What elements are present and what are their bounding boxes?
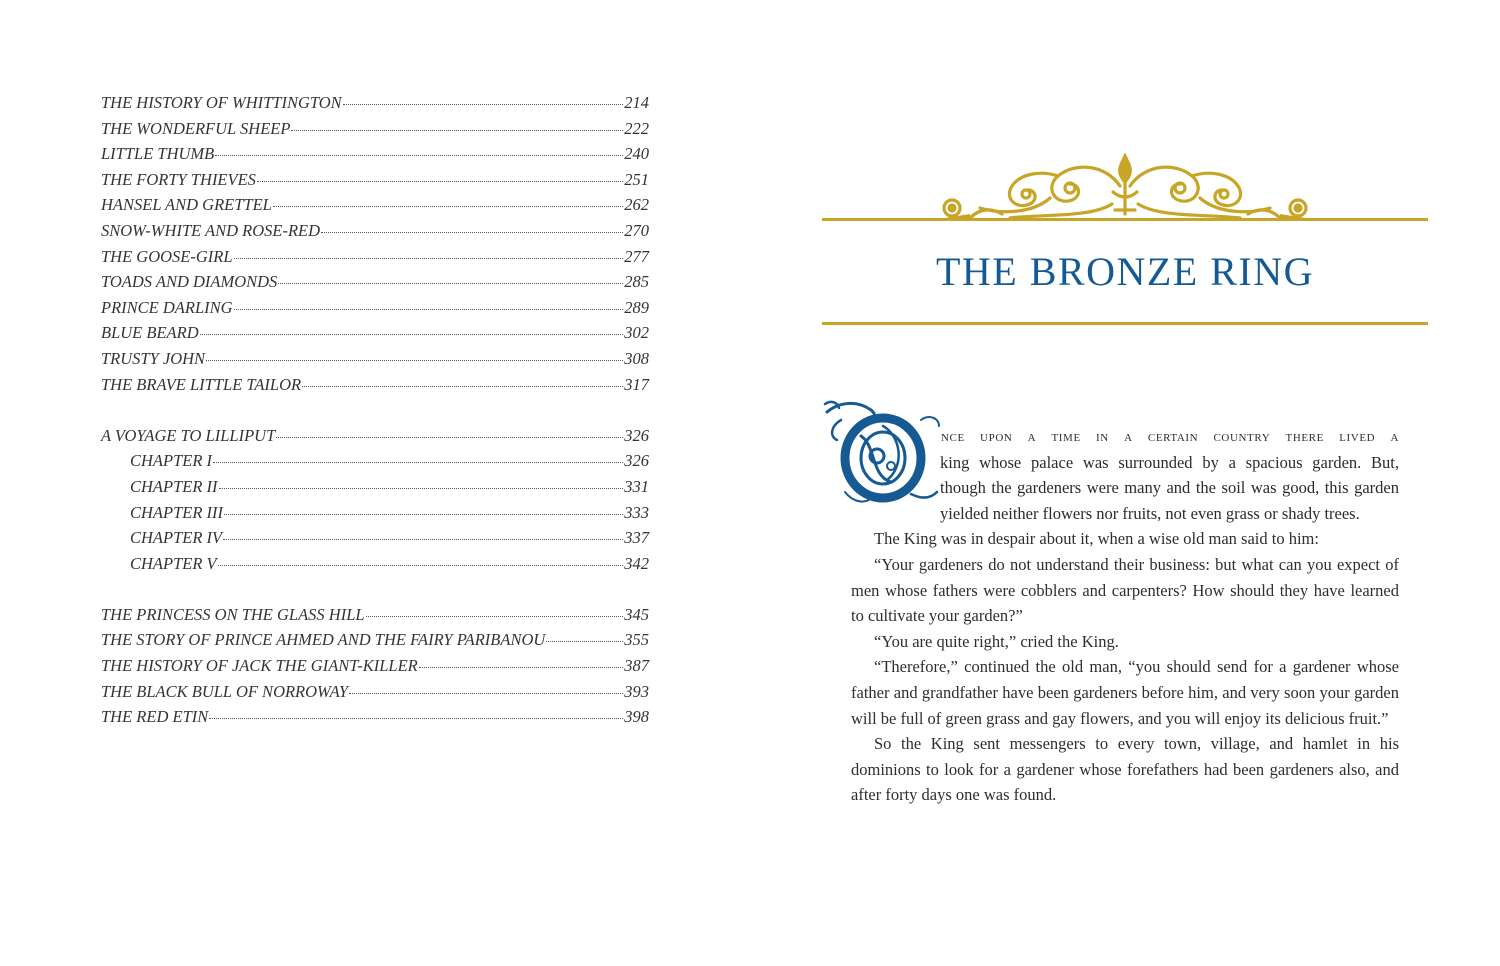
- paragraph: So the King sent messengers to every town, village, and hamlet in his dominions to look for a gardener whose forefathers had been gardeners also, and after forty days one was found.: [851, 734, 1399, 805]
- toc-page-number: 262: [624, 195, 649, 215]
- toc-entry: [101, 269, 649, 295]
- toc-entry: [101, 372, 649, 398]
- title-rule: [822, 322, 1428, 325]
- opening-line: king whose palace was surrounded by a spacious garden. But,: [940, 452, 1399, 472]
- toc-subentry: [101, 551, 649, 577]
- toc-leader-dots: [234, 309, 624, 310]
- toc-page-number: 222: [624, 118, 649, 138]
- toc-page-number: 337: [624, 528, 649, 548]
- toc-entry-title: THE STORY OF PRINCE AHMED AND THE FAIRY PARIBANOU: [101, 630, 546, 650]
- toc-entry-title: THE BLACK BULL OF NORROWAY: [101, 681, 348, 701]
- right-page: [750, 0, 1500, 966]
- toc-leader-dots: [234, 258, 624, 259]
- toc-entry-title: CHAPTER I: [130, 451, 213, 471]
- toc-entry-title: BLUE BEARD: [101, 323, 199, 343]
- toc-leader-dots: [223, 539, 623, 540]
- toc-page-number: 317: [624, 374, 649, 394]
- ornament-header: [820, 152, 1430, 224]
- opening-line: yielded neither flowers nor fruits, not even grass or shady trees.: [940, 503, 1360, 523]
- toc-page-number: 326: [624, 425, 649, 445]
- toc-leader-dots: [302, 386, 623, 387]
- toc-leader-dots: [366, 616, 624, 617]
- toc-page-number: 345: [624, 604, 649, 624]
- toc-subentry: [101, 474, 649, 500]
- toc-page-number: 285: [624, 272, 649, 292]
- toc-entry: [101, 320, 649, 346]
- toc-entry: [101, 679, 649, 705]
- toc-leader-dots: [419, 667, 624, 668]
- toc-entry-title: THE FORTY THIEVES: [101, 169, 256, 189]
- toc-entry-title: CHAPTER V: [130, 553, 217, 573]
- table-of-contents: [101, 90, 649, 755]
- toc-page-number: 302: [624, 323, 649, 343]
- toc-entry: [101, 116, 649, 142]
- chapter-title: THE BRONZE RING: [935, 249, 1315, 294]
- toc-page-number: 270: [624, 220, 649, 240]
- opening-line: though the gardeners were many and the soil was good, this garden: [940, 478, 1399, 498]
- toc-entry-title: THE HISTORY OF WHITTINGTON: [101, 93, 342, 112]
- toc-entry: [101, 141, 649, 167]
- toc-group: [101, 423, 649, 577]
- toc-entry: [101, 346, 649, 372]
- toc-entry-title: SNOW-WHITE AND ROSE-RED: [101, 220, 321, 240]
- toc-entry-title: THE PRINCESS ON THE GLASS HILL: [101, 604, 365, 624]
- toc-leader-dots: [213, 462, 623, 463]
- toc-entry: [101, 218, 649, 244]
- toc-page-number: 251: [624, 169, 649, 189]
- toc-leader-dots: [546, 641, 623, 642]
- toc-entry: [101, 90, 649, 116]
- toc-leader-dots: [218, 565, 624, 566]
- toc-page-number: 240: [624, 144, 649, 164]
- toc-leader-dots: [278, 283, 623, 284]
- toc-page-number: 214: [624, 93, 649, 112]
- opening-line: nce upon a time in a certain country there lived a: [941, 428, 1399, 445]
- toc-group: [101, 90, 649, 397]
- toc-entry-title: THE RED ETIN: [101, 707, 209, 727]
- toc-leader-dots: [349, 693, 623, 694]
- toc-page-number: 398: [624, 707, 649, 727]
- toc-page-number: 355: [624, 630, 649, 650]
- toc-subentry: [101, 448, 649, 474]
- toc-entry: [101, 704, 649, 730]
- toc-entry: [101, 167, 649, 193]
- toc-entry-title: A VOYAGE TO LILLIPUT: [101, 425, 276, 445]
- toc-entry-title: THE HISTORY OF JACK THE GIANT-KILLER: [101, 656, 418, 676]
- toc-page-number: 333: [624, 502, 649, 522]
- toc-leader-dots: [206, 360, 623, 361]
- toc-entry-title: TOADS AND DIAMONDS: [101, 272, 278, 292]
- toc-entry-title: HANSEL AND GRETTEL: [101, 195, 272, 215]
- toc-page-number: 308: [624, 348, 649, 368]
- toc-leader-dots: [200, 334, 624, 335]
- paragraph: “Therefore,” continued the old man, “you should send for a gardener whose father and grandfather have been gardeners before him, and very soon your garden will be full of green grass and gay flowers, and you will enjoy its delicious fruit.”: [851, 657, 1399, 728]
- toc-entry: [101, 423, 649, 449]
- toc-leader-dots: [273, 206, 623, 207]
- toc-entry: [101, 192, 649, 218]
- toc-entry-title: THE GOOSE-GIRL: [101, 246, 233, 266]
- toc-page-number: 326: [624, 451, 649, 471]
- toc-subentry: [101, 525, 649, 551]
- toc-leader-dots: [257, 181, 623, 182]
- toc-subentry: [101, 500, 649, 526]
- toc-page-number: 342: [624, 553, 649, 573]
- toc-entry-title: CHAPTER II: [130, 476, 218, 496]
- toc-leader-dots: [321, 232, 623, 233]
- toc-entry: [101, 244, 649, 270]
- toc-page-number: 289: [624, 297, 649, 317]
- toc-leader-dots: [343, 104, 624, 105]
- paragraph: “You are quite right,” cried the King.: [874, 631, 1119, 651]
- toc-entry-title: THE BRAVE LITTLE TAILOR: [101, 374, 302, 394]
- toc-entry: [101, 602, 649, 628]
- toc-entry: [101, 627, 649, 653]
- toc-entry-title: PRINCE DARLING: [101, 297, 233, 317]
- toc-leader-dots: [219, 488, 624, 489]
- toc-entry-title: LITTLE THUMB: [101, 144, 215, 164]
- toc-page-number: 277: [624, 246, 649, 266]
- toc-entry: [101, 653, 649, 679]
- toc-page-number: 387: [624, 656, 649, 676]
- toc-group: [101, 602, 649, 730]
- toc-entry: [101, 295, 649, 321]
- toc-entry-title: THE WONDERFUL SHEEP: [101, 118, 291, 138]
- toc-entry-title: CHAPTER IV: [130, 528, 223, 548]
- toc-page-number: 331: [624, 476, 649, 496]
- toc-leader-dots: [209, 718, 623, 719]
- toc-leader-dots: [224, 514, 623, 515]
- story-text: [851, 424, 1399, 808]
- toc-page-number: 393: [624, 681, 649, 701]
- paragraph: “Your gardeners do not understand their business: but what can you expect of men whose fathers were cobblers and carpenters? How should they have learned to cultivate your garden?”: [851, 554, 1399, 626]
- toc-leader-dots: [215, 155, 623, 156]
- toc-entry-title: CHAPTER III: [130, 502, 224, 522]
- toc-leader-dots: [276, 437, 623, 438]
- toc-entry-title: TRUSTY JOHN: [101, 348, 206, 368]
- toc-leader-dots: [291, 130, 623, 131]
- paragraph: The King was in despair about it, when a wise old man said to him:: [874, 529, 1319, 549]
- illuminated-dropcap-o: [821, 396, 946, 508]
